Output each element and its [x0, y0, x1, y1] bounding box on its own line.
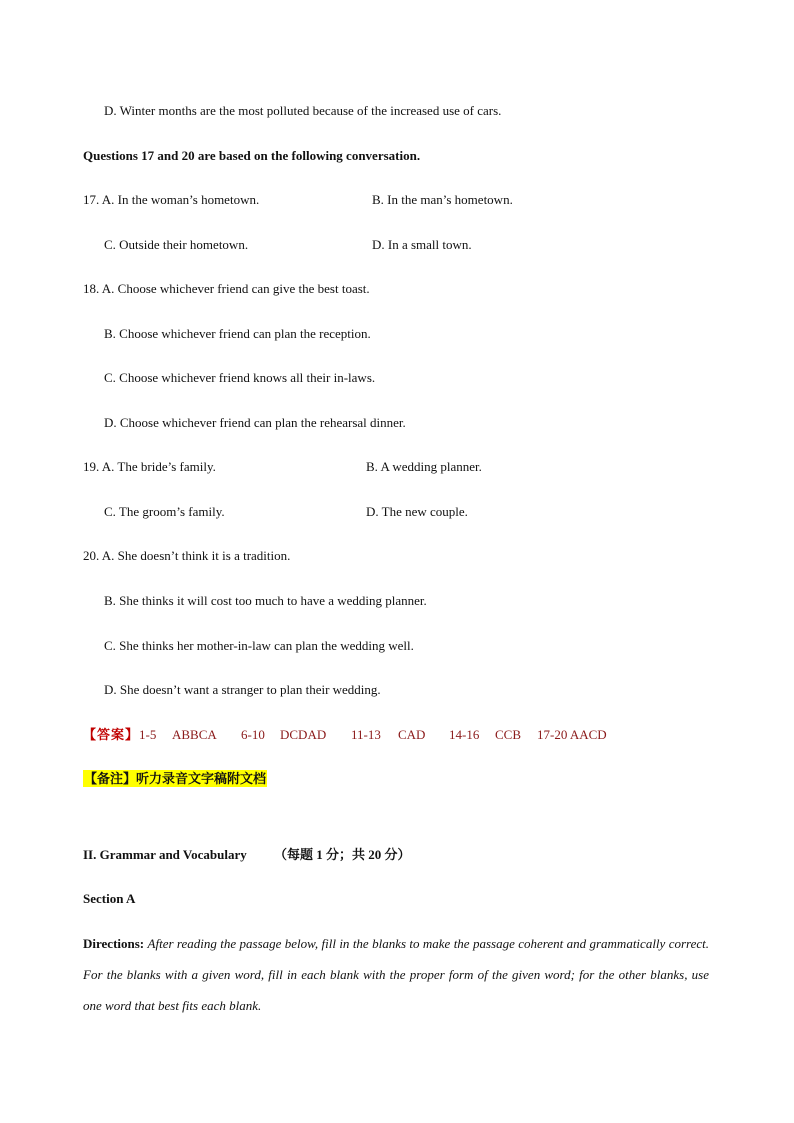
q18-option-a: 18. A. Choose whichever friend can give the best toast.	[83, 281, 370, 296]
grammar-score: （每题 1 分；共 20 分）	[273, 847, 411, 862]
answer-range: 1-5	[139, 727, 157, 742]
answer-values: CCB	[495, 727, 522, 742]
q19-option-a: 19. A. The bride’s family.	[83, 459, 216, 474]
note-highlight: 【备注】听力录音文字稿附文档	[84, 771, 267, 786]
answer-range: 11-13	[351, 727, 381, 742]
answer-values: CAD	[398, 727, 426, 742]
note-line	[83, 771, 267, 787]
q18-option-c: C. Choose whichever friend knows all their in-laws.	[104, 370, 376, 385]
answer-values: DCDAD	[280, 727, 327, 742]
q17-option-d: D. In a small town.	[372, 237, 472, 252]
q16-option-d: D. Winter months are the most polluted because of the increased use of cars.	[104, 103, 502, 118]
section-heading-17-20: Questions 17 and 20 are based on the following conversation.	[83, 148, 421, 163]
directions-text: After reading the passage below, fill in the blanks to make the passage coherent and grammatically correct. For the blanks with a given word, fill in each blank with the proper form of the given word; for the other blanks, use one word that best fits each blank.	[83, 936, 710, 1013]
grammar-section-title	[83, 847, 411, 863]
q18-option-d: D. Choose whichever friend can plan the rehearsal dinner.	[104, 415, 406, 430]
answer-values: ABBCA	[172, 727, 217, 742]
answer-range: 14-16	[449, 727, 480, 742]
directions-label: Directions:	[83, 936, 145, 951]
q20-option-c: C. She thinks her mother-in-law can plan the wedding well.	[104, 638, 414, 653]
section-a-heading: Section A	[83, 891, 136, 906]
answer-key	[83, 727, 623, 743]
q17-option-b: B. In the man’s hometown.	[372, 192, 513, 207]
directions-paragraph	[83, 928, 709, 1021]
q17-option-a: 17. A. In the woman’s hometown.	[83, 192, 260, 207]
q17-option-c: C. Outside their hometown.	[104, 237, 249, 252]
q19-option-d: D. The new couple.	[366, 504, 468, 519]
answer-label: 【答案】	[83, 727, 140, 742]
answer-range: 6-10	[241, 727, 265, 742]
q19-option-c: C. The groom’s family.	[104, 504, 225, 519]
q20-option-d: D. She doesn’t want a stranger to plan their wedding.	[104, 682, 381, 697]
grammar-title: II. Grammar and Vocabulary	[83, 847, 247, 862]
q20-option-b: B. She thinks it will cost too much to have a wedding planner.	[104, 593, 427, 608]
answer-values: 17-20 AACD	[537, 727, 607, 742]
q20-option-a: 20. A. She doesn’t think it is a tradition.	[83, 548, 291, 563]
q18-option-b: B. Choose whichever friend can plan the reception.	[104, 326, 371, 341]
q19-option-b: B. A wedding planner.	[366, 459, 482, 474]
